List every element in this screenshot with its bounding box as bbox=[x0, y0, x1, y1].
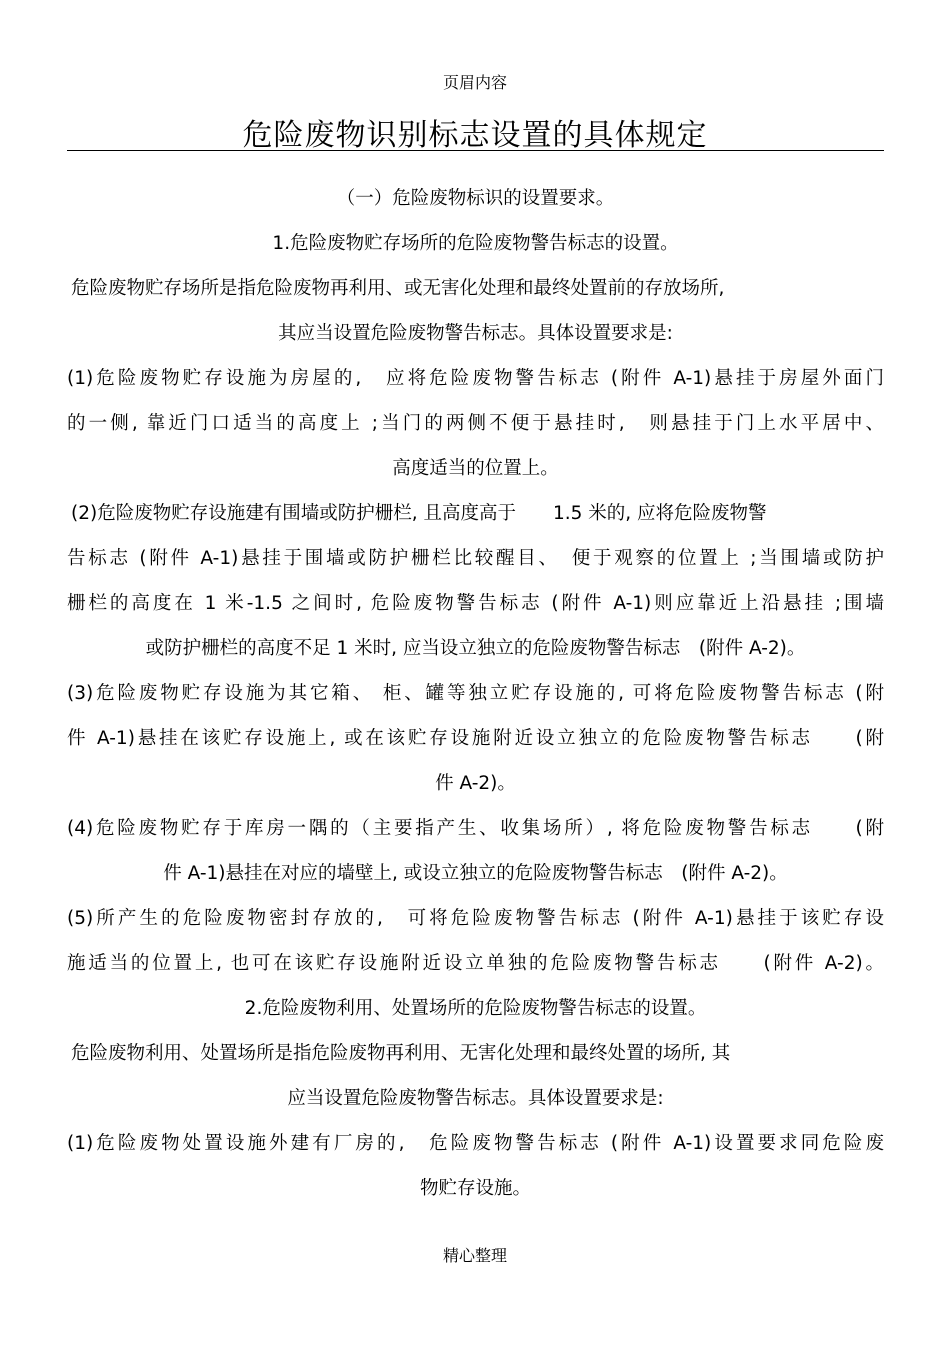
paragraph-line: 危险废物利用、处置场所是指危险废物再利用、无害化处理和最终处置的场所, 其 bbox=[71, 1043, 731, 1064]
paragraph-line: 高度适当的位置上。 bbox=[392, 458, 559, 479]
paragraph-line: 危险废物贮存场所是指危险废物再利用、或无害化处理和最终处置前的存放场所, bbox=[71, 278, 725, 299]
subsection-heading: 1.危险废物贮存场所的危险废物警告标志的设置。 bbox=[272, 233, 679, 254]
document-body bbox=[67, 176, 884, 1211]
paragraph-line: 件 A-1)悬挂在该贮存设施上, 或在该贮存设施附近设立独立的危险废物警告标志 (附 bbox=[67, 728, 884, 749]
section-heading: （一）危险废物标识的设置要求。 bbox=[336, 188, 615, 209]
paragraph-line: (3)危险废物贮存设施为其它箱、 柜、罐等独立贮存设施的, 可将危险废物警告标志 (附 bbox=[67, 683, 884, 704]
paragraph-line: 物贮存设施。 bbox=[419, 1178, 531, 1199]
paragraph-line: (4)危险废物贮存于库房一隅的（主要指产生、收集场所）, 将危险废物警告标志 (附 bbox=[67, 818, 884, 839]
paragraph-line: 其应当设置危险废物警告标志。具体设置要求是: bbox=[278, 323, 673, 344]
subsection-heading: 2.危险废物利用、处置场所的危险废物警告标志的设置。 bbox=[244, 998, 707, 1019]
page-footer: 精心整理 bbox=[442, 1246, 507, 1265]
paragraph-line: 或防护栅栏的高度不足 1 米时, 应当设立独立的危险废物警告标志 (附件 A-2)。 bbox=[145, 638, 806, 659]
paragraph-line: 告标志 (附件 A-1)悬挂于围墙或防护栅栏比较醒目、 便于观察的位置上 ;当围墙或防护 bbox=[67, 548, 884, 569]
paragraph-line: 栅栏的高度在 1 米-1.5 之间时, 危险废物警告标志 (附件 A-1)则应靠近上沿悬挂 ;围墙 bbox=[67, 593, 884, 614]
title-divider bbox=[67, 150, 884, 151]
paragraph-line: 施适当的位置上, 也可在该贮存设施附近设立单独的危险废物警告标志 (附件 A-2)。 bbox=[67, 953, 884, 974]
paragraph-line: 件 A-2)。 bbox=[435, 773, 516, 794]
paragraph-line: (1)危险废物贮存设施为房屋的, 应将危险废物警告标志 (附件 A-1)悬挂于房屋外面门 bbox=[67, 368, 884, 389]
paragraph-line: 的一侧, 靠近门口适当的高度上 ;当门的两侧不便于悬挂时, 则悬挂于门上水平居中、 bbox=[67, 413, 884, 434]
paragraph-line: (5)所产生的危险废物密封存放的, 可将危险废物警告标志 (附件 A-1)悬挂于该贮存设 bbox=[67, 908, 884, 929]
page-header: 页眉内容 bbox=[442, 73, 507, 92]
paragraph-line: 应当设置危险废物警告标志。具体设置要求是: bbox=[287, 1088, 664, 1109]
page-title: 危险废物识别标志设置的具体规定 bbox=[242, 118, 708, 153]
paragraph-line: (2)危险废物贮存设施建有围墙或防护栅栏, 且高度高于 1.5 米的, 应将危险废物警 bbox=[71, 503, 767, 524]
paragraph-line: (1)危险废物处置设施外建有厂房的, 危险废物警告标志 (附件 A-1)设置要求同危险废 bbox=[67, 1133, 884, 1154]
paragraph-line: 件 A-1)悬挂在对应的墙壁上, 或设立独立的危险废物警告标志 (附件 A-2)。 bbox=[163, 863, 788, 884]
